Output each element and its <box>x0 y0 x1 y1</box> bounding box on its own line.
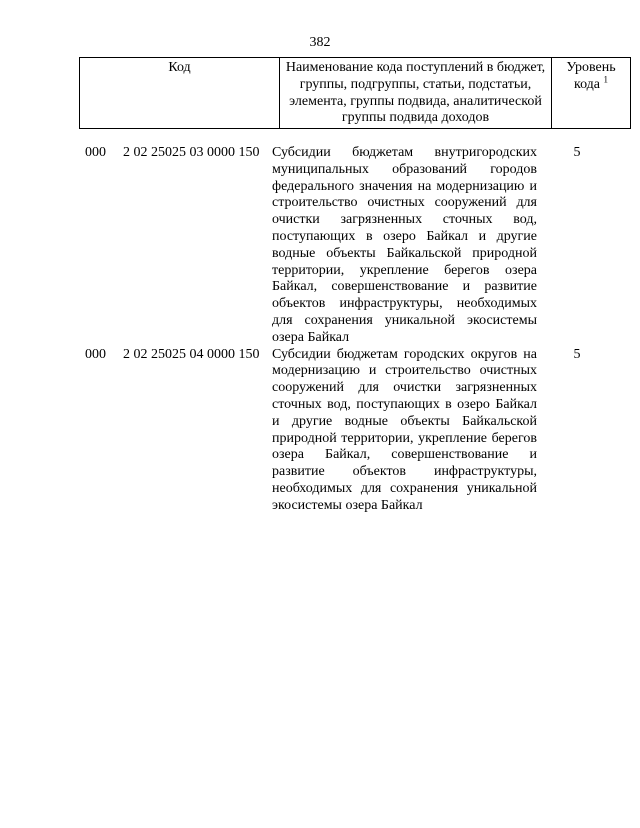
row-code-prefix: 000 <box>85 145 106 160</box>
header-code: Код <box>80 58 280 129</box>
table-row <box>79 347 613 515</box>
table-header <box>79 57 631 129</box>
row-code: 2 02 25025 04 0000 150 <box>123 346 260 362</box>
row-code-cell <box>79 145 272 347</box>
row-code-prefix: 000 <box>85 346 106 362</box>
row-level: 5 <box>573 346 581 362</box>
header-level-footnote: 1 <box>603 74 609 85</box>
row-level: 5 <box>573 145 581 160</box>
header-name: Наименование кода поступлений в бюджет, группы, подгруппы, статьи, подстатьи, элемента, группы подвида, аналитической группы подвида доходов <box>280 58 552 129</box>
header-level <box>552 58 631 129</box>
table-body <box>79 145 613 515</box>
header-level-text: Уровень кода <box>566 60 616 92</box>
row-code: 2 02 25025 03 0000 150 <box>123 145 260 160</box>
page-number: 382 <box>309 35 331 50</box>
row-code-cell <box>79 347 272 515</box>
table-row <box>79 145 613 347</box>
row-name: Субсидии бюджетам внутригородских муниципальных образований городов федерального значения на модернизацию и строительство очистных сооружений для очистки загрязненных сточных вод, поступающих в озеро Байкал и другие водные объекты Байкальской природной территории, укрепление берегов озера Байкал, совершенствование и развитие объектов инфраструктуры, необходимых для сохранения уникальной экосистемы озера Байкал <box>272 145 537 345</box>
row-name: Субсидии бюджетам городских округов на модернизацию и строительство очистных сооружений для очистки загрязненных сточных вод, поступающих в озеро Байкал и другие водные объекты Байкальской природной территории, укрепление берегов озера Байкал, совершенствование и развитие объектов инфраструктуры, необходимых для сохранения уникальной экосистемы озера Байкал <box>272 346 537 513</box>
